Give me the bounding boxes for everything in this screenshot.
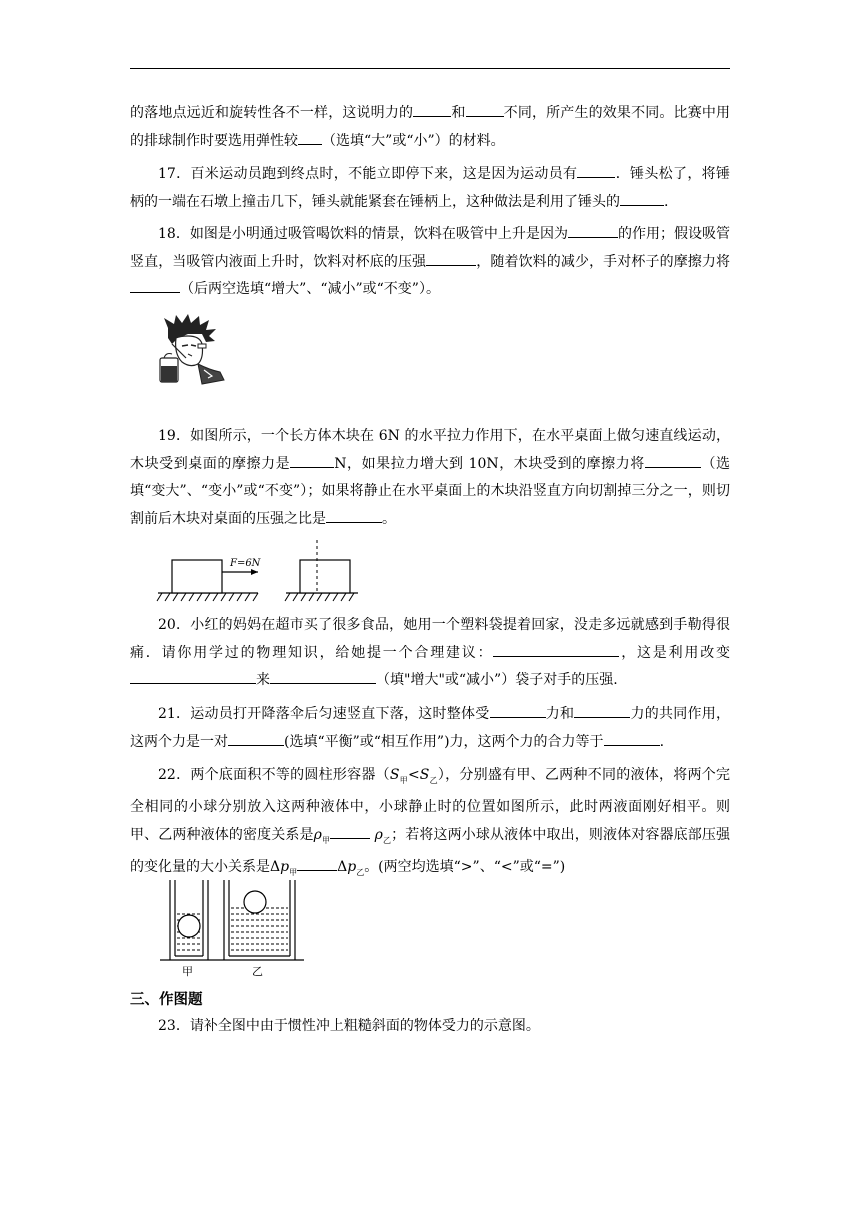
q18-text-a: 18．如图是小明通过吸管喝饮料的情景，饮料在吸管中上升是因为 (158, 226, 568, 242)
q18-text-b: 的作用；假设吸管竖直，当吸管内液面上升时，饮料对杯底的压强 (130, 226, 730, 270)
less-than-sign: < (408, 767, 420, 783)
answer-blank[interactable] (270, 668, 376, 684)
question-23: 23．请补全图中由于惯性冲上粗糙斜面的物体受力的示意图。 (158, 1018, 540, 1034)
q21-text-e: . (659, 733, 665, 750)
pressure-symbol: p (280, 859, 290, 876)
question-22: 22．两个底面积不等的圆柱形容器$(S_甲<S_乙)$，分别盛有甲、乙两种不同的液体，将两个完全相同的小球分别放入这两种液体中，小球静止时的位置如图所示，此时两液面刚好相平。则甲、乙两种液体的密度关系是$\rho_甲$ $\rho_乙$；若将这两小球从液体中取出，则液体对容器底部压强的变化量的大小关系是$\Delta p_甲$ $\Delta p_乙$。(两空均选填“>”、“<”或“=”) (130, 767, 731, 877)
q18-text-c: ，随着饮料的减少，手对杯子的摩擦力将 (476, 253, 731, 270)
header-rule (130, 68, 730, 69)
question-16-continuation (130, 100, 730, 155)
area-symbol: S (419, 767, 430, 783)
area-symbol: S (389, 767, 400, 783)
q19-text-a: 19．如图所示，一个长方体木块在 6N 的水平拉力作用下，在水平桌面上做匀速直线运动，木块受到桌面的摩擦力是 (130, 428, 730, 472)
label-yi: 乙 (252, 965, 263, 978)
q22-text-d: 。(两空均选填“>”、“<”或“=”) (364, 859, 566, 876)
q16-text-a: 的落地点远近和旋转性各不一样，这说明力的 (130, 105, 414, 121)
answer-blank[interactable] (330, 823, 370, 839)
question-21 (130, 701, 730, 756)
q16-text-b: 和 (451, 105, 466, 121)
answer-blank[interactable] (130, 668, 256, 684)
ball-jia (178, 915, 200, 937)
cut-block (300, 560, 350, 593)
pressure-symbol: p (347, 859, 357, 876)
container-jia (170, 880, 208, 960)
question-20 (130, 612, 730, 695)
q18-text-d: （后两空选填“增大”、“减小”或“不变”）。 (180, 281, 440, 297)
density-symbol: ρ (374, 826, 383, 843)
answer-blank[interactable] (426, 250, 476, 266)
block-force-figure (156, 538, 366, 608)
q20-text-d: （填"增大"或“减小”）袋子对手的压强. (376, 672, 618, 688)
ball-yi (244, 891, 266, 913)
answer-blank[interactable] (577, 162, 615, 178)
density-symbol: ρ (313, 826, 322, 843)
answer-blank[interactable] (228, 730, 284, 746)
container-yi (224, 880, 295, 960)
q17-text-b: ．锤头松了，将锤柄的一端在石墩上撞击几下，锤头就能紧套在锤柄上，这种做法是利用了锤头的 (130, 166, 730, 210)
q21-text-d: (选填“平衡”或“相互作用”)力，这两个力的合力等于 (284, 733, 604, 750)
label-jia: 甲 (182, 965, 193, 978)
answer-blank[interactable] (290, 452, 334, 468)
q19-text-b: N，如果拉力增大到 10N，木块受到的摩擦力将 (334, 455, 645, 472)
answer-blank[interactable] (604, 730, 660, 746)
answer-blank[interactable] (326, 507, 382, 523)
answer-blank[interactable] (493, 641, 619, 657)
wooden-block (172, 560, 222, 593)
answer-blank[interactable] (574, 702, 630, 718)
q19-text-d: 。 (382, 510, 396, 527)
answer-blank[interactable] (298, 129, 322, 145)
answer-blank[interactable] (466, 101, 504, 117)
subscript-jia: 甲 (289, 867, 298, 877)
question-17 (130, 161, 730, 216)
subscript-jia: 甲 (321, 835, 331, 845)
q17-text-c: . (664, 193, 669, 210)
q16-text-d: （选填“大”或“小”）的材料。 (322, 132, 505, 149)
q22-text-b: ），分别盛有甲、乙两种不同的液体，将两个完全相同的小球分别放入这两种液体中，小球静止时的位置如图所示，此时两液面刚好相平。则甲、乙两种液体的密度关系是 (130, 767, 730, 843)
q20-text-b: ，这是利用改变 (619, 644, 731, 661)
q21-text-a: 21．运动员打开降落伞后匀速竖直下落，这时整体受 (158, 706, 490, 722)
answer-blank[interactable] (297, 855, 337, 871)
answer-blank[interactable] (568, 222, 618, 238)
q22-text-a: 22．两个底面积不等的圆柱形容器（ (158, 767, 390, 783)
answer-blank[interactable] (413, 101, 451, 117)
question-19 (130, 423, 730, 533)
q22-text-c: ；若将这两小球从液体中取出，则液体对容器底部压强的变化量的大小关系是Δ (130, 826, 731, 876)
force-label: F=6N (230, 558, 261, 569)
answer-blank[interactable] (130, 277, 180, 293)
subscript-jia: 甲 (399, 775, 409, 785)
answer-blank[interactable] (645, 452, 701, 468)
q21-text-c: 力的共同作用，这两个力是一对 (130, 706, 730, 750)
q19-text-c: （选填“变大”、“变小”或“不变”）；如果将静止在水平桌面上的木块沿竖直方向切割掉三分之一，则切割前后木块对桌面的压强之比是 (130, 455, 731, 527)
q20-text-a: 20．小红的妈妈在超市买了很多食品，她用一个塑料袋提着回家，没走多远就感到手勒得很痛．请你用学过的物理知识，给她提一个合理建议： (130, 617, 730, 661)
drinking-student-figure (158, 314, 230, 384)
two-containers-figure (158, 878, 306, 978)
question-18 (130, 221, 730, 304)
q20-text-c: 来 (256, 672, 270, 688)
q16-text-c: 不同，所产生的效果不同。比赛中用的排球制作时要选用弹性较 (130, 105, 731, 149)
subscript-yi: 乙 (382, 835, 392, 845)
subscript-yi: 乙 (356, 867, 365, 877)
q21-text-b: 力和 (545, 706, 575, 722)
answer-blank[interactable] (620, 190, 664, 206)
subscript-yi: 乙 (429, 775, 438, 785)
section-heading: 三、作图题 (130, 992, 203, 1008)
q17-text-a: 17．百米运动员跑到终点时，不能立即停下来，这是因为运动员有 (158, 166, 578, 182)
answer-blank[interactable] (490, 702, 546, 718)
